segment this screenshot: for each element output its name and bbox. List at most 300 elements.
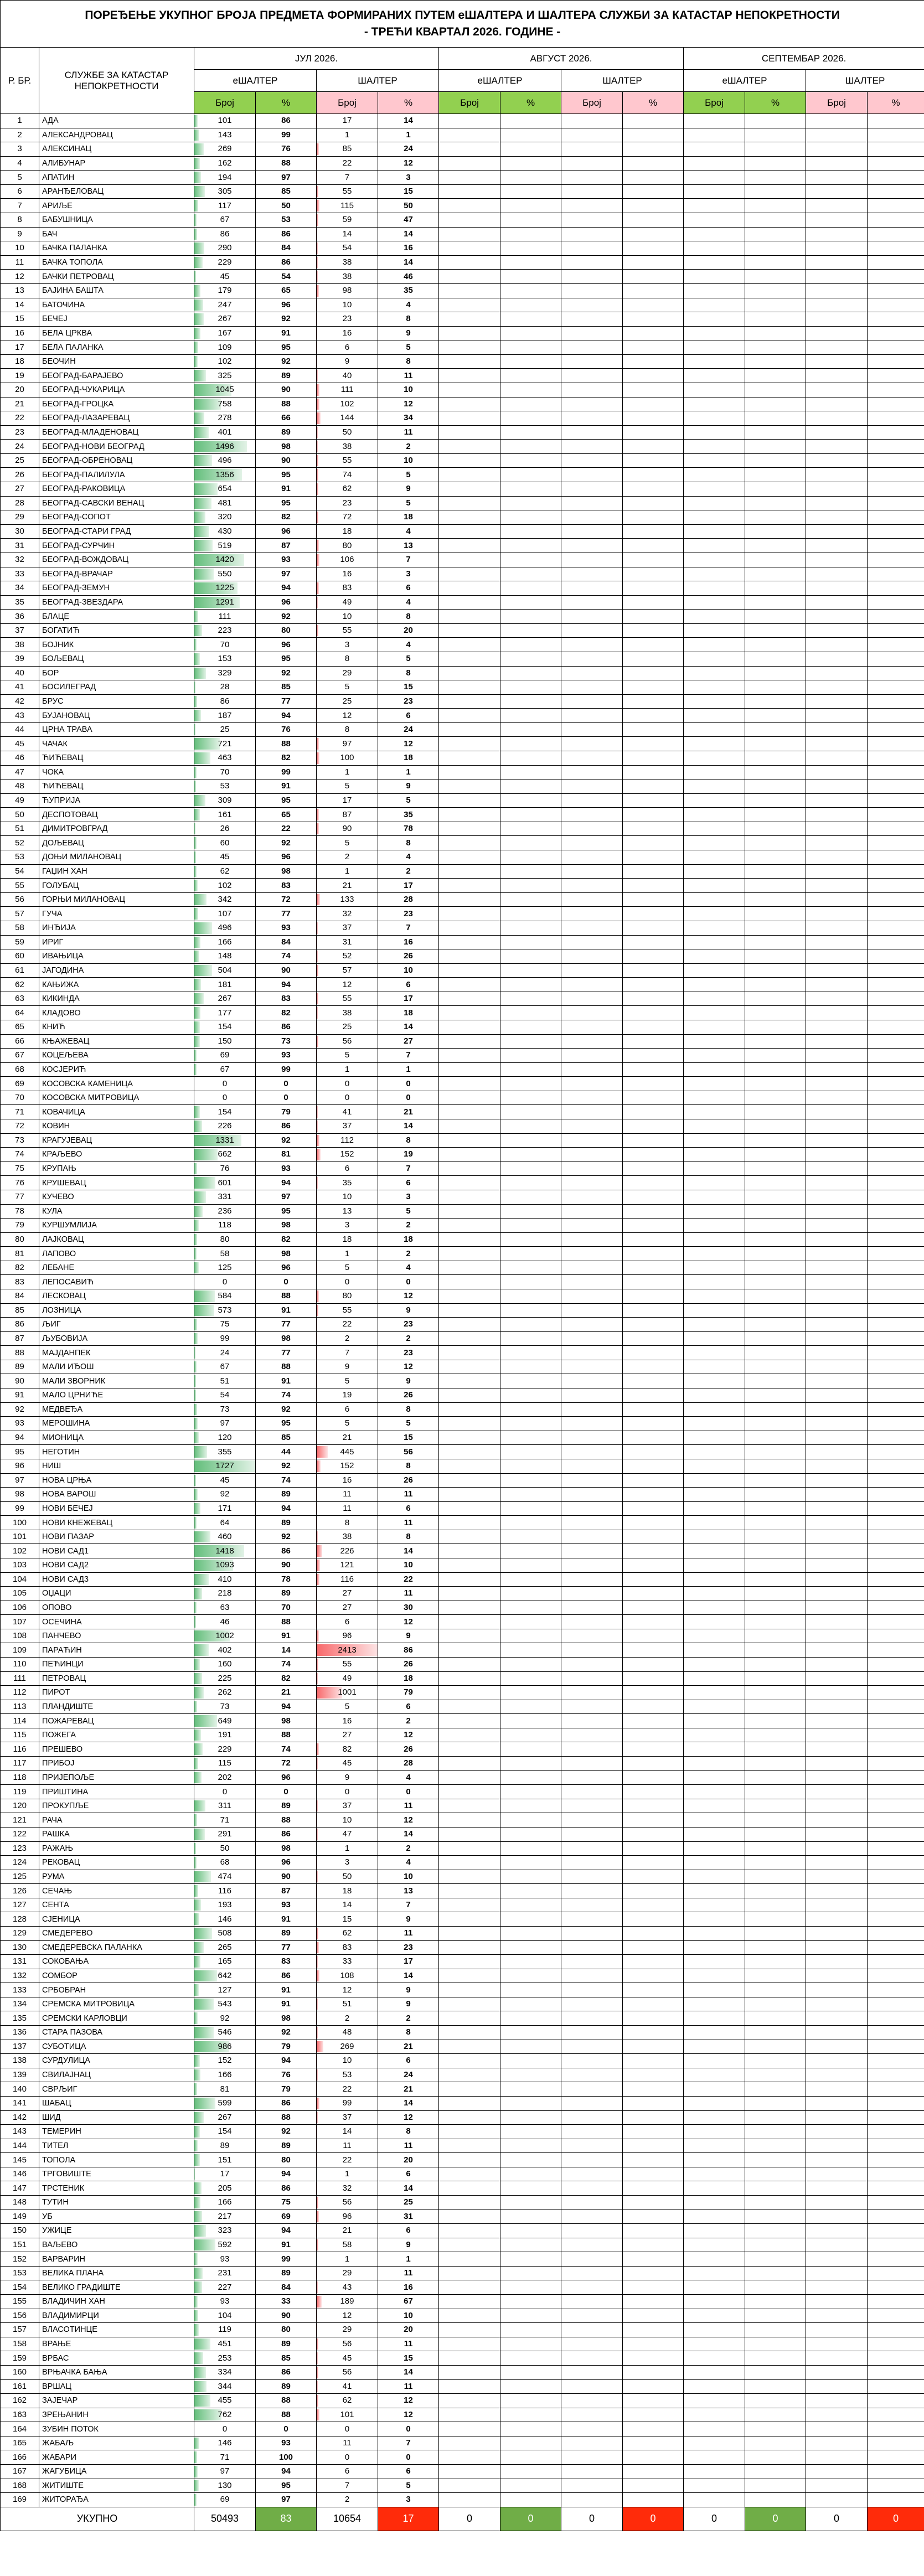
row-number: 53: [1, 850, 39, 865]
esalter-count-value: 262: [218, 1687, 232, 1697]
empty-cell: [500, 1686, 561, 1700]
empty-cell: [868, 1161, 924, 1176]
salter-count-value: 85: [342, 144, 352, 154]
empty-cell: [623, 354, 684, 369]
empty-cell: [745, 610, 806, 624]
empty-cell: [561, 1148, 623, 1162]
row-number: 7: [1, 199, 39, 213]
salter-percent: 0: [378, 1785, 439, 1799]
table-row: [1, 1105, 924, 1119]
salter-count-bar: [317, 2352, 318, 2364]
esalter-percent: 72: [256, 1757, 317, 1771]
row-number: 143: [1, 2125, 39, 2139]
empty-cell: [684, 1431, 745, 1445]
esalter-percent: 72: [256, 892, 317, 907]
empty-cell: [684, 1785, 745, 1799]
salter-count-value: 23: [342, 314, 352, 324]
empty-cell: [561, 298, 623, 312]
esalter-count: [194, 2210, 256, 2224]
empty-cell: [868, 2450, 924, 2465]
service-name: БЕОГРАД-МЛАДЕНОВАЦ: [39, 425, 194, 440]
empty-cell: [500, 2167, 561, 2181]
row-number: 166: [1, 2450, 39, 2465]
esalter-count: [194, 1799, 256, 1813]
empty-cell: [561, 1700, 623, 1714]
empty-cell: [561, 2040, 623, 2054]
empty-cell: [868, 1770, 924, 1785]
empty-cell: [806, 2479, 868, 2493]
esalter-count-bar: [194, 639, 197, 651]
empty-cell: [745, 2195, 806, 2210]
empty-cell: [500, 808, 561, 822]
salter-count-bar: [317, 1007, 318, 1019]
empty-cell: [684, 1544, 745, 1558]
salter-count-value: 15: [342, 1914, 352, 1924]
table-row: [1, 2351, 924, 2366]
esalter-count-value: 107: [218, 908, 232, 918]
empty-cell: [684, 156, 745, 171]
table-row: [1, 1884, 924, 1898]
empty-cell: [806, 1459, 868, 1473]
service-name: ЉИГ: [39, 1318, 194, 1332]
row-number: 70: [1, 1091, 39, 1105]
empty-cell: [623, 1473, 684, 1488]
esalter-count-bar: [194, 1970, 217, 1982]
esalter-count-value: 73: [220, 1404, 230, 1414]
empty-cell: [439, 1841, 500, 1856]
empty-cell: [745, 1488, 806, 1502]
table-row: [1, 1303, 924, 1318]
salter-count: [317, 1757, 378, 1771]
salter-percent: 8: [378, 1459, 439, 1473]
salter-count: [317, 1219, 378, 1233]
empty-cell: [868, 482, 924, 497]
service-name: ДОЊИ МИЛАНОВАЦ: [39, 850, 194, 865]
empty-cell: [684, 2195, 745, 2210]
esalter-count: [194, 156, 256, 171]
empty-cell: [623, 1204, 684, 1219]
esalter-count: [194, 213, 256, 228]
empty-cell: [868, 638, 924, 652]
empty-cell: [439, 1247, 500, 1261]
empty-cell: [561, 2295, 623, 2309]
salter-count: [317, 2125, 378, 2139]
esalter-percent: 69: [256, 2210, 317, 2224]
table-row: [1, 892, 924, 907]
empty-cell: [439, 496, 500, 510]
esalter-percent: 95: [256, 1204, 317, 1219]
empty-cell: [684, 2479, 745, 2493]
empty-cell: [439, 737, 500, 751]
esalter-count-value: 154: [218, 1022, 232, 1032]
salter-percent: 67: [378, 2295, 439, 2309]
service-name: ВРШАЦ: [39, 2379, 194, 2394]
empty-cell: [745, 114, 806, 128]
esalter-percent: 95: [256, 2479, 317, 2493]
empty-cell: [806, 1388, 868, 1403]
esalter-count-value: 181: [218, 979, 232, 989]
empty-cell: [500, 1346, 561, 1360]
empty-cell: [500, 1006, 561, 1020]
empty-cell: [745, 312, 806, 327]
esalter-count-bar: [194, 285, 200, 297]
empty-cell: [623, 114, 684, 128]
empty-cell: [684, 1983, 745, 1997]
salter-count-value: 14: [342, 229, 352, 239]
empty-cell: [500, 2181, 561, 2196]
empty-cell: [745, 1940, 806, 1955]
esalter-percent: 92: [256, 2125, 317, 2139]
empty-cell: [561, 2379, 623, 2394]
salter-count-value: 0: [344, 1078, 350, 1088]
esalter-count-value: 291: [218, 1829, 232, 1839]
empty-cell: [439, 2040, 500, 2054]
service-name: ЉУБОВИЈА: [39, 1331, 194, 1346]
esalter-count-bar: [194, 130, 199, 141]
salter-count: [317, 156, 378, 171]
table-row: [1, 921, 924, 935]
esalter-percent: 94: [256, 1501, 317, 1516]
empty-cell: [439, 539, 500, 553]
table-row: [1, 1799, 924, 1813]
row-number: 134: [1, 1997, 39, 2011]
empty-cell: [623, 411, 684, 426]
empty-cell: [623, 283, 684, 298]
esalter-count-value: 662: [218, 1149, 232, 1159]
empty-cell: [684, 666, 745, 680]
esalter-count-bar: [194, 1701, 197, 1713]
empty-cell: [868, 1940, 924, 1955]
empty-cell: [868, 142, 924, 157]
esalter-count-value: 125: [218, 1263, 232, 1273]
empty-cell: [745, 2394, 806, 2408]
esalter-count-value: 17: [220, 2169, 230, 2179]
esalter-count-bar: [194, 1305, 214, 1317]
esalter-count-bar: [194, 724, 195, 736]
esalter-percent: 80: [256, 2153, 317, 2167]
salter-percent: 14: [378, 255, 439, 270]
service-name: ВАРВАРИН: [39, 2252, 194, 2267]
row-number: 61: [1, 963, 39, 978]
esalter-count-value: 601: [218, 1178, 232, 1188]
esalter-count: [194, 128, 256, 142]
esalter-percent: 95: [256, 793, 317, 808]
empty-cell: [500, 1714, 561, 1728]
empty-cell: [623, 425, 684, 440]
esalter-percent: 96: [256, 595, 317, 610]
salter-percent: 9: [378, 482, 439, 497]
empty-cell: [806, 2351, 868, 2366]
empty-cell: [745, 1955, 806, 1969]
esalter-percent: 94: [256, 2224, 317, 2238]
empty-cell: [806, 171, 868, 185]
empty-cell: [561, 312, 623, 327]
salter-count-bar: [317, 1829, 318, 1840]
service-name: БЕОГРАД-СУРЧИН: [39, 539, 194, 553]
empty-cell: [868, 1105, 924, 1119]
table-row: [1, 2096, 924, 2110]
salter-count: [317, 128, 378, 142]
empty-cell: [439, 1488, 500, 1502]
empty-cell: [623, 949, 684, 964]
salter-percent: 8: [378, 610, 439, 624]
empty-cell: [500, 907, 561, 921]
empty-cell: [561, 2394, 623, 2408]
empty-cell: [868, 1827, 924, 1841]
empty-cell: [500, 1049, 561, 1063]
salter-count-value: 0: [344, 2424, 350, 2434]
empty-cell: [500, 751, 561, 766]
empty-cell: [684, 2054, 745, 2068]
empty-cell: [745, 638, 806, 652]
salter-count-value: 57: [342, 965, 352, 975]
empty-cell: [500, 397, 561, 411]
salter-count: [317, 907, 378, 921]
header-aug-s-pct: %: [623, 92, 684, 114]
empty-cell: [684, 1346, 745, 1360]
empty-cell: [623, 907, 684, 921]
salter-count-bar: [317, 1290, 319, 1302]
empty-cell: [561, 2408, 623, 2422]
esalter-percent: 95: [256, 496, 317, 510]
service-name: МАЈДАНПЕК: [39, 1346, 194, 1360]
esalter-count-value: 53: [220, 781, 230, 791]
empty-cell: [561, 1813, 623, 1828]
empty-cell: [561, 1927, 623, 1941]
esalter-count-bar: [194, 1956, 200, 1968]
empty-cell: [500, 892, 561, 907]
salter-percent: 6: [378, 978, 439, 992]
salter-percent: 4: [378, 595, 439, 610]
salter-count-value: 22: [342, 2155, 352, 2165]
esalter-percent: 98: [256, 1841, 317, 1856]
table-row: [1, 808, 924, 822]
esalter-percent: 77: [256, 1318, 317, 1332]
empty-cell: [439, 171, 500, 185]
esalter-count-value: 153: [218, 654, 232, 664]
service-name: ПРИБОЈ: [39, 1757, 194, 1771]
salter-count: [317, 1997, 378, 2011]
salter-percent: 6: [378, 2054, 439, 2068]
salter-percent: 27: [378, 1034, 439, 1049]
salter-percent: 15: [378, 1431, 439, 1445]
empty-cell: [439, 2464, 500, 2479]
service-name: НОВИ САД3: [39, 1572, 194, 1587]
row-number: 91: [1, 1388, 39, 1403]
empty-cell: [745, 453, 806, 468]
empty-cell: [561, 2266, 623, 2280]
salter-count: [317, 114, 378, 128]
salter-count-value: 3: [344, 1857, 350, 1867]
table-row: [1, 1360, 924, 1374]
empty-cell: [868, 2309, 924, 2323]
empty-cell: [745, 298, 806, 312]
empty-cell: [439, 595, 500, 610]
empty-cell: [561, 949, 623, 964]
empty-cell: [868, 680, 924, 695]
table-row: [1, 2295, 924, 2309]
empty-cell: [684, 213, 745, 228]
salter-percent: 7: [378, 1049, 439, 1063]
salter-count-bar: [317, 483, 318, 495]
table-row: [1, 836, 924, 850]
empty-cell: [439, 709, 500, 723]
empty-cell: [684, 1275, 745, 1289]
empty-cell: [868, 2337, 924, 2351]
esalter-count: [194, 1501, 256, 1516]
empty-cell: [806, 354, 868, 369]
empty-cell: [561, 2195, 623, 2210]
salter-count: [317, 680, 378, 695]
row-number: 64: [1, 1006, 39, 1020]
empty-cell: [745, 581, 806, 596]
row-number: 56: [1, 892, 39, 907]
empty-cell: [868, 2040, 924, 2054]
row-number: 159: [1, 2351, 39, 2366]
service-name: БЕОГРАД-САВСКИ ВЕНАЦ: [39, 496, 194, 510]
salter-percent: 6: [378, 1700, 439, 1714]
empty-cell: [500, 2125, 561, 2139]
empty-cell: [439, 2351, 500, 2366]
empty-cell: [561, 1558, 623, 1572]
esalter-count-bar: [194, 512, 205, 523]
salter-percent: 12: [378, 737, 439, 751]
empty-cell: [500, 1827, 561, 1841]
table-row: [1, 1219, 924, 1233]
empty-cell: [745, 1997, 806, 2011]
empty-cell: [500, 425, 561, 440]
empty-cell: [623, 1331, 684, 1346]
esalter-count: [194, 1615, 256, 1629]
empty-cell: [745, 326, 806, 340]
empty-cell: [623, 1247, 684, 1261]
empty-cell: [806, 680, 868, 695]
esalter-percent: 98: [256, 1331, 317, 1346]
esalter-count-bar: [194, 795, 205, 807]
empty-cell: [623, 567, 684, 581]
empty-cell: [868, 2295, 924, 2309]
salter-percent: 12: [378, 1289, 439, 1303]
empty-cell: [561, 2493, 623, 2507]
row-number: 67: [1, 1049, 39, 1063]
esalter-count-bar: [194, 653, 200, 665]
empty-cell: [500, 2365, 561, 2379]
empty-cell: [439, 227, 500, 241]
empty-cell: [745, 510, 806, 525]
row-number: 100: [1, 1516, 39, 1530]
empty-cell: [561, 1417, 623, 1431]
salter-percent: 6: [378, 2464, 439, 2479]
salter-count: [317, 1870, 378, 1884]
esalter-count-bar: [194, 214, 197, 226]
esalter-count: [194, 227, 256, 241]
salter-count: [317, 879, 378, 893]
salter-count-value: 5: [344, 1702, 350, 1712]
esalter-percent: 96: [256, 1770, 317, 1785]
empty-cell: [684, 2011, 745, 2026]
salter-count-value: 62: [342, 1928, 352, 1938]
empty-cell: [623, 2040, 684, 2054]
empty-cell: [500, 793, 561, 808]
salter-percent: 13: [378, 1884, 439, 1898]
empty-cell: [561, 1572, 623, 1587]
empty-cell: [623, 921, 684, 935]
empty-cell: [806, 2309, 868, 2323]
table-row: [1, 765, 924, 779]
service-name: ЋИЋЕВАЦ: [39, 779, 194, 794]
table-row: [1, 1204, 924, 1219]
esalter-count-bar: [194, 1390, 196, 1401]
esalter-count-value: 68: [220, 1857, 230, 1867]
esalter-percent: 89: [256, 425, 317, 440]
esalter-count-bar: [194, 186, 205, 198]
empty-cell: [439, 241, 500, 256]
esalter-count-value: 162: [218, 158, 232, 168]
total-jul-e-count: 50493: [194, 2507, 256, 2531]
empty-cell: [561, 397, 623, 411]
esalter-count-value: 1225: [215, 583, 234, 593]
empty-cell: [561, 921, 623, 935]
service-name: БУЈАНОВАЦ: [39, 709, 194, 723]
esalter-percent: 92: [256, 1402, 317, 1417]
salter-percent: 2: [378, 1219, 439, 1233]
salter-percent: 4: [378, 1856, 439, 1870]
empty-cell: [623, 2280, 684, 2295]
empty-cell: [868, 1898, 924, 1912]
salter-percent: 15: [378, 184, 439, 199]
esalter-percent: 82: [256, 510, 317, 525]
empty-cell: [623, 1488, 684, 1502]
table-row: [1, 2337, 924, 2351]
empty-cell: [500, 1331, 561, 1346]
empty-cell: [684, 1516, 745, 1530]
empty-cell: [439, 1983, 500, 1997]
esalter-count-bar: [194, 242, 204, 254]
esalter-count: [194, 1629, 256, 1643]
empty-cell: [500, 581, 561, 596]
empty-cell: [868, 1870, 924, 1884]
empty-cell: [868, 1544, 924, 1558]
empty-cell: [500, 623, 561, 638]
empty-cell: [500, 1190, 561, 1204]
salter-count: [317, 1488, 378, 1502]
table-row: [1, 255, 924, 270]
esalter-count-bar: [194, 1036, 200, 1047]
header-sep-s-pct: %: [868, 92, 924, 114]
salter-count-value: 5: [344, 682, 350, 692]
empty-cell: [623, 864, 684, 879]
esalter-percent: 94: [256, 2054, 317, 2068]
empty-cell: [806, 1473, 868, 1488]
empty-cell: [745, 2379, 806, 2394]
row-number: 2: [1, 128, 39, 142]
salter-count: [317, 709, 378, 723]
empty-cell: [684, 369, 745, 383]
salter-percent: 3: [378, 1190, 439, 1204]
empty-cell: [439, 1034, 500, 1049]
salter-percent: 2: [378, 2011, 439, 2026]
empty-cell: [806, 369, 868, 383]
empty-cell: [745, 1572, 806, 1587]
empty-cell: [500, 1884, 561, 1898]
empty-cell: [868, 1728, 924, 1742]
empty-cell: [868, 2195, 924, 2210]
empty-cell: [561, 1587, 623, 1601]
esalter-count: [194, 1388, 256, 1403]
esalter-count-value: 45: [220, 852, 230, 862]
esalter-count: [194, 241, 256, 256]
empty-cell: [561, 652, 623, 666]
